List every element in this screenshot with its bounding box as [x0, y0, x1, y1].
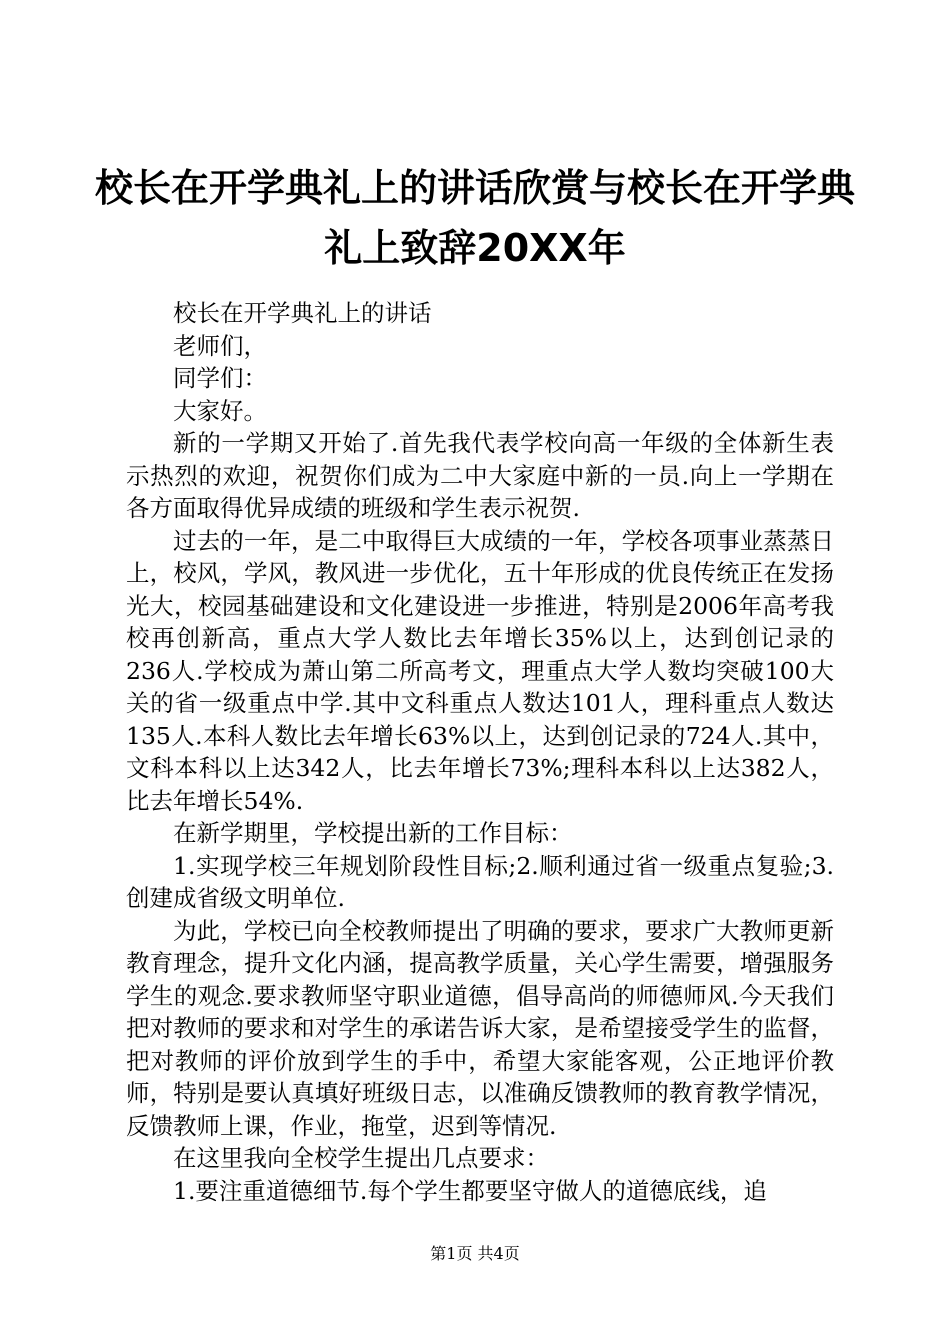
body-paragraph: 在这里我向全校学生提出几点要求： — [173, 1144, 549, 1172]
body-paragraph: 为此，学校已向全校教师提出了明确的要求，要求广大教师更新教育理念，提升文化内涵，提高教学质量，关心学生需要，增强服务学生的观念.要求教师坚守职业道德，倡导高尚的师德师风.今天我们把对教师的要求和对学生的承诺告诉大家，是希望接受学生的监督，把对教师的评价放到学生的手中，希望大家能客观，公正地评价教师，特别是要认真填好班级日志，以准确反馈教师的教育教学情况，反馈教师上课，作业，拖堂，迟到等情况. — [126, 916, 834, 1140]
speech-heading: 校长在开学典礼上的讲话 — [173, 299, 432, 327]
body-paragraph: 1.要注重道德细节.每个学生都要坚守做人的道德底线，追 — [173, 1176, 767, 1205]
document-body — [126, 297, 834, 1207]
greeting-everyone: 大家好。 — [173, 396, 267, 425]
body-paragraph: 过去的一年，是二中取得巨大成绩的一年，学校各项事业蒸蒸日上，校风，学风，教风进一步优化，五十年形成的优良传统正在发扬光大，校园基础建设和文化建设进一步推进，特别是2006年高考我校再创新高，重点大学人数比去年增长35%以上，达到创记录的236人.学校成为萧山第二所高考文，理重点大学人数均突破100大关的省一级重点中学.其中文科重点人数达101人，理科重点人数达135人.本科人数比去年增长63%以上，达到创记录的724人.其中，文科本科以上达342人，比去年增长73%;理科本科以上达382人，比去年增长54%. — [126, 526, 834, 815]
page-footer: 第1页 共4页 — [430, 1244, 520, 1263]
document-title-line-1: 校长在开学典礼上的讲话欣赏与校长在开学典 — [94, 166, 855, 210]
body-paragraph: 在新学期里，学校提出新的工作目标： — [173, 819, 573, 847]
body-paragraph: 1.实现学校三年规划阶段性目标;2.顺利通过省一级重点复验;3.创建成省级文明单位. — [126, 851, 834, 912]
document-title — [0, 158, 950, 278]
greeting-students: 同学们： — [173, 364, 267, 392]
body-paragraph: 新的一学期又开始了.首先我代表学校向高一年级的全体新生表示热烈的欢迎，祝贺你们成为二中大家庭中新的一员.向上一学期在各方面取得优异成绩的班级和学生表示祝贺. — [126, 429, 834, 522]
greeting-teachers: 老师们， — [173, 331, 267, 360]
document-title-line-2: 礼上致辞20XX年 — [324, 226, 626, 270]
